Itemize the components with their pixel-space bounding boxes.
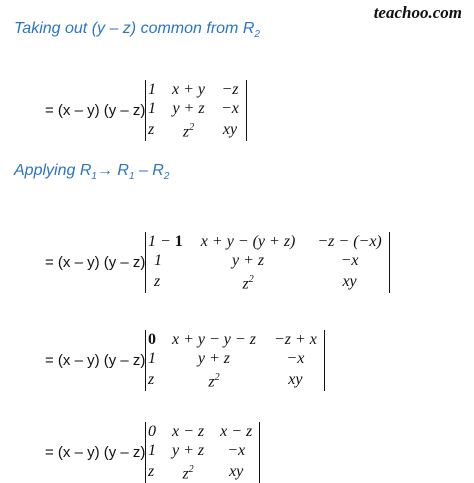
equation-4-prefix: = (x – y) (y – z) (45, 444, 146, 461)
det3-r3c2: $z^2$ (208, 372, 220, 391)
heading-apply-row-op: Applying $R_1\to R_1 - R_2$ (14, 162, 170, 183)
det2-r3c3: xy (342, 273, 357, 291)
det3-r1c3: −z + x (273, 331, 317, 348)
det1-r2c1: 1 (148, 100, 156, 117)
det1-r1c3: −z (221, 81, 239, 98)
equation-1-prefix: = (x – y) (y – z) (45, 102, 146, 119)
det4-r1c1: 0 (148, 423, 156, 440)
det1-r3c1: z (148, 121, 155, 139)
det1-r1c2: x + y (172, 81, 205, 98)
det3-r1c1: 0 (148, 331, 156, 348)
det2-r3c2: $z^2$ (242, 274, 254, 293)
det3-r2c1: 1 (148, 350, 156, 367)
det4-r1c2: x − z (172, 423, 205, 440)
det1-r3c2: $z^2$ (182, 122, 195, 141)
det2-r1c3: −z − (−x) (317, 233, 382, 250)
determinant-3 (145, 330, 325, 391)
det4-r1c3: x − z (220, 423, 253, 440)
det2-r2c1: 1 (154, 252, 162, 269)
equation-2-prefix: = (x – y) (y – z) (45, 254, 146, 271)
det3-r2c2: y + z (197, 350, 231, 367)
det3-r3c3: xy (288, 371, 303, 389)
det1-r3c3: xy (222, 121, 238, 139)
teachoo-logo: teachoo.com (373, 3, 462, 22)
det3-r2c3: −x (286, 350, 305, 367)
det3-r3c1: z (148, 371, 155, 389)
det2-r1c1: 1 − 1 (148, 233, 183, 250)
det4-r2c3: −x (227, 442, 246, 459)
determinant-1 (145, 80, 247, 141)
det1-r2c3: −x (221, 100, 239, 117)
det4-r3c1: z (148, 463, 155, 481)
det4-r3c3: xy (229, 463, 244, 481)
det4-r3c2: $z^2$ (182, 464, 194, 483)
det3-r1c2: x + y − y − z (172, 331, 256, 348)
det2-r3c1: z (154, 273, 161, 291)
det4-r2c2: y + z (172, 442, 205, 459)
determinant-2 (145, 232, 390, 293)
det1-r1c1: 1 (148, 81, 156, 98)
det2-r1c2: x + y − (y + z) (200, 233, 296, 250)
heading-take-common: Taking out (y – z) common from $R_2$ (14, 20, 260, 41)
det2-r2c2: y + z (232, 252, 265, 269)
det2-r2c3: −x (340, 252, 359, 269)
det4-r2c1: 1 (148, 442, 156, 459)
det1-r2c2: y + z (172, 100, 205, 117)
equation-3-prefix: = (x – y) (y – z) (45, 352, 146, 369)
